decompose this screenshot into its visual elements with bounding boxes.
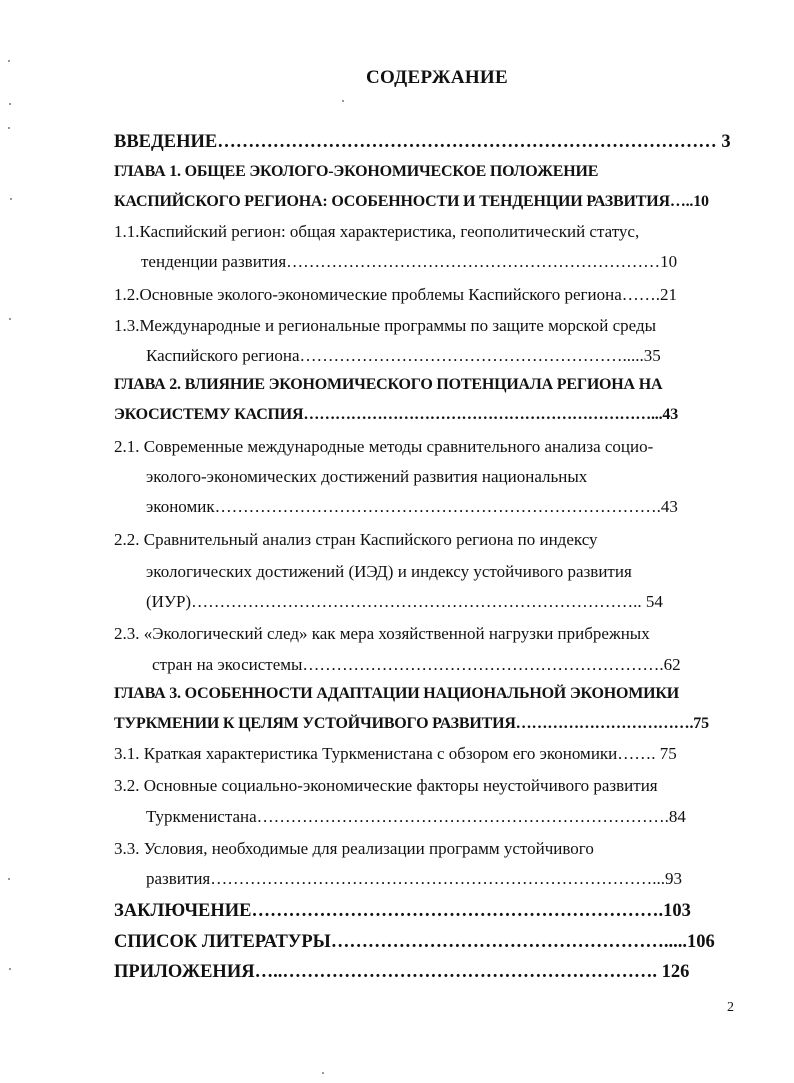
toc-section-2-2-line-1: 2.2. Сравнительный анализ стран Каспийского региона по индексу <box>114 530 598 549</box>
toc-section-2-1-line-1: 2.1. Современные международные методы сравнительного анализа социо- <box>114 437 654 456</box>
toc-section-2-1-line-3: экономик…………………………………………………………………….43 <box>146 497 678 516</box>
scan-speck <box>9 968 11 970</box>
toc-section-3-1: 3.1. Краткая характеристика Туркменистана с обзором его экономики……. 75 <box>114 744 677 763</box>
scan-speck <box>9 103 11 105</box>
scan-speck <box>342 100 344 102</box>
toc-entry-conclusion: ЗАКЛЮЧЕНИЕ………………………………………………………….103 <box>114 901 691 921</box>
scan-speck <box>8 127 10 129</box>
toc-section-2-2-line-2: экологических достижений (ИЭД) и индексу устойчивого развития <box>146 562 632 581</box>
toc-section-1-2: 1.2.Основные эколого-экономические проблемы Каспийского региона…….21 <box>114 285 677 304</box>
toc-section-2-2-line-3: (ИУР)…………………………………………………………………….. 54 <box>146 592 663 611</box>
toc-section-3-2-line-2: Туркменистана……………………………………………………………….84 <box>146 807 686 826</box>
toc-entry-introduction: ВВЕДЕНИЕ……………………………………………………………………… 3 <box>114 132 731 152</box>
toc-chapter-3-line-1: ГЛАВА 3. ОСОБЕННОСТИ АДАПТАЦИИ НАЦИОНАЛЬНОЙ ЭКОНОМИКИ <box>114 685 680 702</box>
scan-speck <box>8 60 10 62</box>
page-title: СОДЕРЖАНИЕ <box>366 67 508 88</box>
toc-chapter-1-line-2: КАСПИЙСКОГО РЕГИОНА: ОСОБЕННОСТИ И ТЕНДЕНЦИИ РАЗВИТИЯ…..10 <box>114 193 709 210</box>
scan-speck <box>10 198 12 200</box>
toc-chapter-1-line-1: ГЛАВА 1. ОБЩЕЕ ЭКОЛОГО-ЭКОНОМИЧЕСКОЕ ПОЛОЖЕНИЕ <box>114 163 599 180</box>
toc-section-2-3-line-1: 2.3. «Экологический след» как мера хозяйственной нагрузки прибрежных <box>114 624 650 643</box>
toc-section-1-1-line-1: 1.1.Каспийский регион: общая характеристика, геополитический статус, <box>114 222 640 241</box>
toc-section-1-3-line-1: 1.3.Международные и региональные программы по защите морской среды <box>114 316 657 335</box>
toc-section-2-1-line-2: эколого-экономических достижений развития национальных <box>146 467 588 486</box>
toc-section-1-1-line-2: тенденции развития…………………………………………………………10 <box>141 252 678 271</box>
scan-speck <box>322 1072 324 1074</box>
toc-section-1-3-line-2: Каспийского региона………………………………………………….....35 <box>146 346 661 365</box>
toc-chapter-2-line-2: ЭКОСИСТЕМУ КАСПИЯ…………………………………………………………...43 <box>114 406 678 423</box>
toc-section-2-3-line-2: стран на экосистемы……………………………………………………….62 <box>152 655 681 674</box>
scan-speck <box>8 878 10 880</box>
toc-entry-appendix: ПРИЛОЖЕНИЯ…..……………………………………………………. 126 <box>114 962 690 982</box>
toc-chapter-3-line-2: ТУРКМЕНИИ К ЦЕЛЯМ УСТОЙЧИВОГО РАЗВИТИЯ…………………………….75 <box>114 715 709 732</box>
scan-speck <box>9 318 11 320</box>
toc-section-3-3-line-1: 3.3. Условия, необходимые для реализации программ устойчивого <box>114 839 594 858</box>
toc-section-3-2-line-1: 3.2. Основные социально-экономические факторы неустойчивого развития <box>114 776 658 795</box>
toc-entry-literature: СПИСОК ЛИТЕРАТУРЫ……………………………………………….....106 <box>114 932 715 952</box>
toc-chapter-2-line-1: ГЛАВА 2. ВЛИЯНИЕ ЭКОНОМИЧЕСКОГО ПОТЕНЦИАЛА РЕГИОНА НА <box>114 376 663 393</box>
toc-section-3-3-line-2: развития……………………………………………………………………...93 <box>146 869 682 888</box>
page-number: 2 <box>727 1000 734 1015</box>
